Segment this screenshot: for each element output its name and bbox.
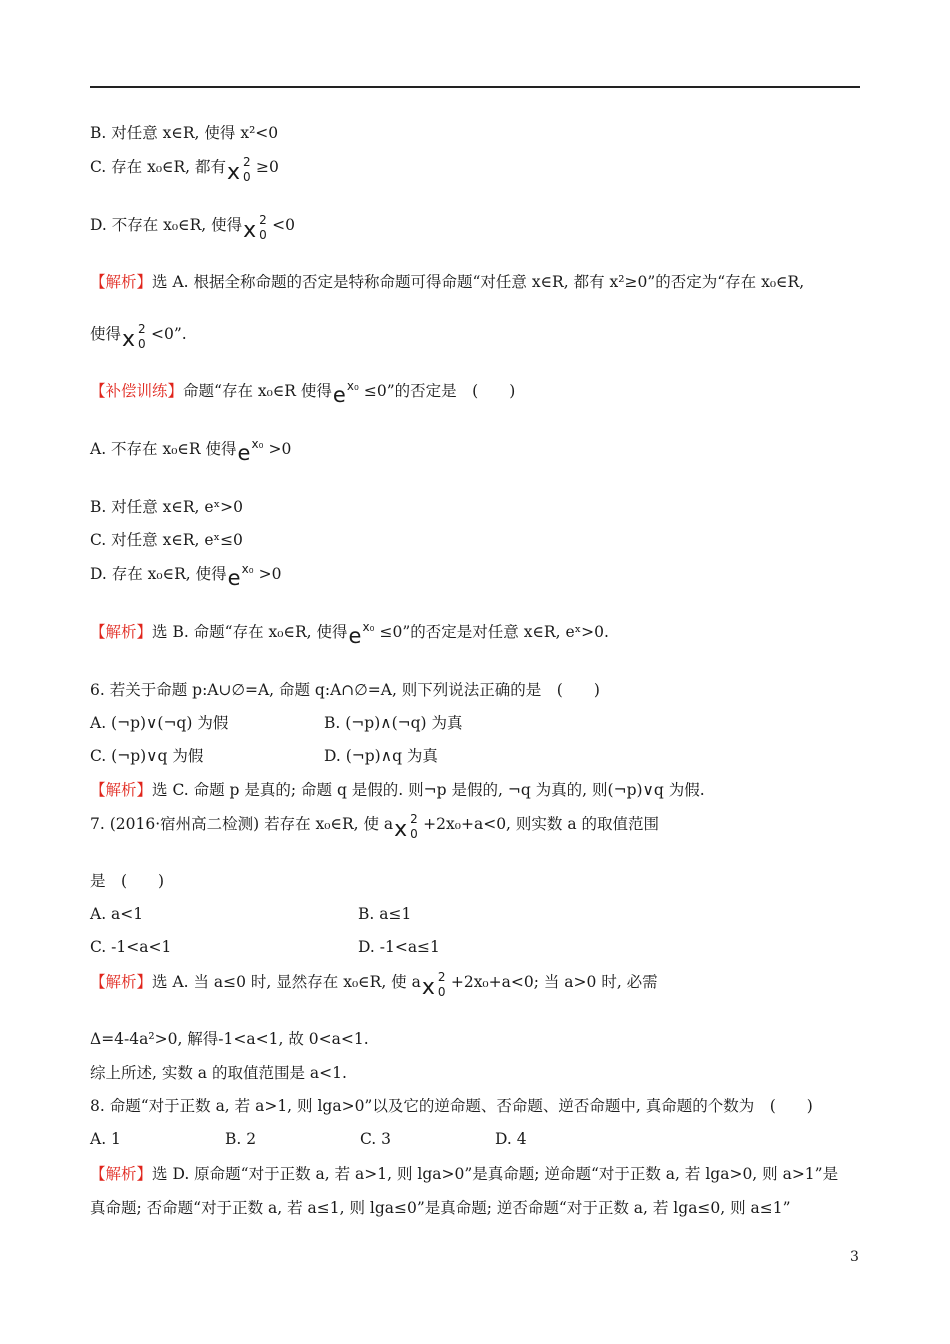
math-x0-squared: x 2 0 (243, 213, 267, 243)
page-number: 3 (850, 1249, 859, 1265)
q7-options-ab: A. a<1 B. a≤1 (90, 905, 412, 923)
math-e-x0: e x₀ (332, 379, 359, 407)
math-x0-squared: x 2 0 (421, 970, 446, 1000)
question-6: 6. 若关于命题 p:A∪∅=A, 命题 q:A∩∅=A, 则下列说法正确的是 ( ) (90, 681, 600, 699)
option-b: B. 对任意 x∈R, 使得 x²<0 (90, 124, 279, 142)
analysis-tag: 【解析】 (90, 781, 153, 799)
math-x0-squared: x 2 0 (122, 322, 146, 352)
math-e-x0: e x₀ (227, 562, 254, 590)
analysis-tag: 【解析】 (90, 1165, 153, 1183)
supplement-option-b: B. 对任意 x∈R, eˣ>0 (90, 498, 244, 516)
analysis-tag: 【解析】 (90, 623, 153, 641)
option-d: D. 不存在 x₀∈R, 使得 x 2 0 <0 (90, 213, 295, 243)
analysis-q6: 【解析】选 C. 命题 p 是真的; 命题 q 是假的. 则¬p 是假的, ¬q 为真的, 则(¬p)∨q 为假. (90, 781, 705, 799)
question-8: 8. 命题“对于正数 a, 若 a>1, 则 lga>0”以及它的逆命题、否命题、逆否命题中, 真命题的个数为 ( ) (90, 1097, 813, 1115)
q6-options-cd: C. (¬p)∨q 为假 D. (¬p)∧q 为真 (90, 747, 438, 765)
math-x0-squared: x 2 0 (394, 812, 418, 842)
supplement-tag: 【补偿训练】 (90, 382, 184, 400)
analysis-q5-cont: 使得 x 2 0 <0”. (90, 322, 187, 352)
math-x0-squared: x 2 0 (227, 155, 251, 185)
supplement-question: 【补偿训练】命题“存在 x₀∈R 使得 e x₀ ≤0”的否定是 ( ) (90, 379, 516, 407)
math-e-x0: e x₀ (237, 437, 264, 465)
analysis-q7-delta: Δ=4-4a²>0, 解得-1<a<1, 故 0<a<1. (90, 1030, 369, 1048)
supplement-option-a: A. 不存在 x₀∈R 使得 e x₀ >0 (90, 437, 292, 465)
analysis-q8: 【解析】选 D. 原命题“对于正数 a, 若 a>1, 则 lga>0”是真命题; 逆命题“对于正数 a, 若 lga>0, 则 a>1”是 (90, 1165, 839, 1183)
analysis-q7-conclusion: 综上所述, 实数 a 的取值范围是 a<1. (90, 1064, 347, 1082)
analysis-q8-cont: 真命题; 否命题“对于正数 a, 若 a≤1, 则 lga≤0”是真命题; 逆否命题“对于正数 a, 若 lga≤0, 则 a≤1” (90, 1199, 791, 1217)
analysis-tag: 【解析】 (90, 973, 153, 991)
q8-options: A. 1 B. 2 C. 3 D. 4 (90, 1130, 527, 1148)
option-c: C. 存在 x₀∈R, 都有 x 2 0 ≥0 (90, 155, 279, 185)
analysis-tag: 【解析】 (90, 273, 153, 291)
math-e-x0: e x₀ (348, 620, 375, 648)
analysis-supplement: 【解析】选 B. 命题“存在 x₀∈R, 使得 e x₀ ≤0”的否定是对任意 x∈R, eˣ>0. (90, 620, 609, 648)
supplement-option-c: C. 对任意 x∈R, eˣ≤0 (90, 531, 243, 549)
q7-options-cd: C. -1<a<1 D. -1<a≤1 (90, 938, 440, 956)
analysis-q7: 【解析】选 A. 当 a≤0 时, 显然存在 x₀∈R, 使 a x 2 0 +2x₀+a<0; 当 a>0 时, 必需 (90, 970, 658, 1000)
analysis-q5: 【解析】选 A. 根据全称命题的否定是特称命题可得命题“对任意 x∈R, 都有 x²≥0”的否定为“存在 x₀∈R, (90, 273, 805, 291)
q6-options-ab: A. (¬p)∨(¬q) 为假 B. (¬p)∧(¬q) 为真 (90, 714, 463, 732)
question-7-cont: 是 ( ) (90, 872, 165, 890)
supplement-option-d: D. 存在 x₀∈R, 使得 e x₀ >0 (90, 562, 282, 590)
question-7: 7. (2016·宿州高二检测) 若存在 x₀∈R, 使 a x 2 0 +2x₀+a<0, 则实数 a 的取值范围 (90, 812, 660, 842)
header-rule (90, 86, 860, 88)
